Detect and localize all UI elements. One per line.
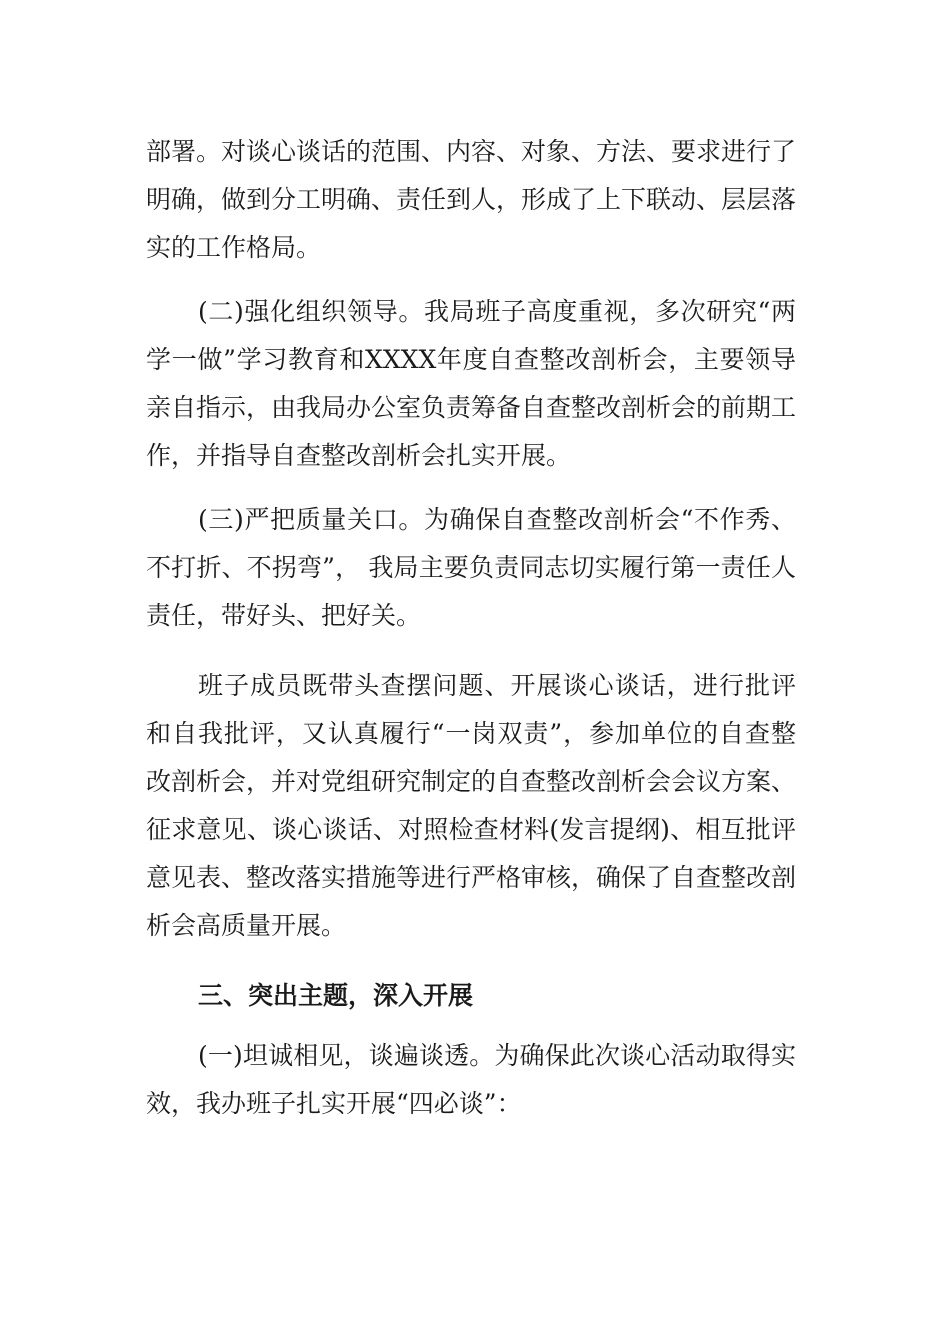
heading-three: 三、突出主题，深入开展: [198, 981, 474, 1010]
paragraph-organization-leadership: [146, 288, 796, 480]
paragraph-1: (二)强化组织领导。我局班子高度重视，多次研究“两学一做”学习教育和XXXX年度自查整改剖析会，主要领导亲自指示，由我局办公室负责筹备自查整改剖析会的前期工作，并指导自查整改剖析会扎实开展。: [146, 297, 797, 470]
paragraph-continuation: [146, 128, 796, 272]
paragraph-team-members: [146, 662, 796, 950]
paragraph-3: 班子成员既带头查摆问题、开展谈心谈话，进行批评和自我批评，又认真履行“一岗双责”，参加单位的自查整改剖析会，并对党组研究制定的自查整改剖析会会议方案、征求意见、谈心谈话、对照检查材料(发言提纲)、相互批评意见表、整改落实措施等进行严格审核，确保了自查整改剖析会高质量开展。: [146, 671, 797, 940]
paragraph-0: 部署。对谈心谈话的范围、内容、对象、方法、要求进行了明确，做到分工明确、责任到人，形成了上下联动、层层落实的工作格局。: [146, 137, 797, 262]
paragraph-candid-talks: [146, 1032, 796, 1128]
section-heading-3: [146, 972, 796, 1020]
paragraph-2: (三)严把质量关口。为确保自查整改剖析会“不作秀、不打折、不拐弯”， 我局主要负责同志切实履行第一责任人责任，带好头、把好关。: [146, 505, 796, 630]
paragraph-quality-control: [146, 496, 796, 640]
paragraph-4: (一)坦诚相见，谈遍谈透。为确保此次谈心活动取得实效，我办班子扎实开展“四必谈”：: [146, 1041, 796, 1118]
